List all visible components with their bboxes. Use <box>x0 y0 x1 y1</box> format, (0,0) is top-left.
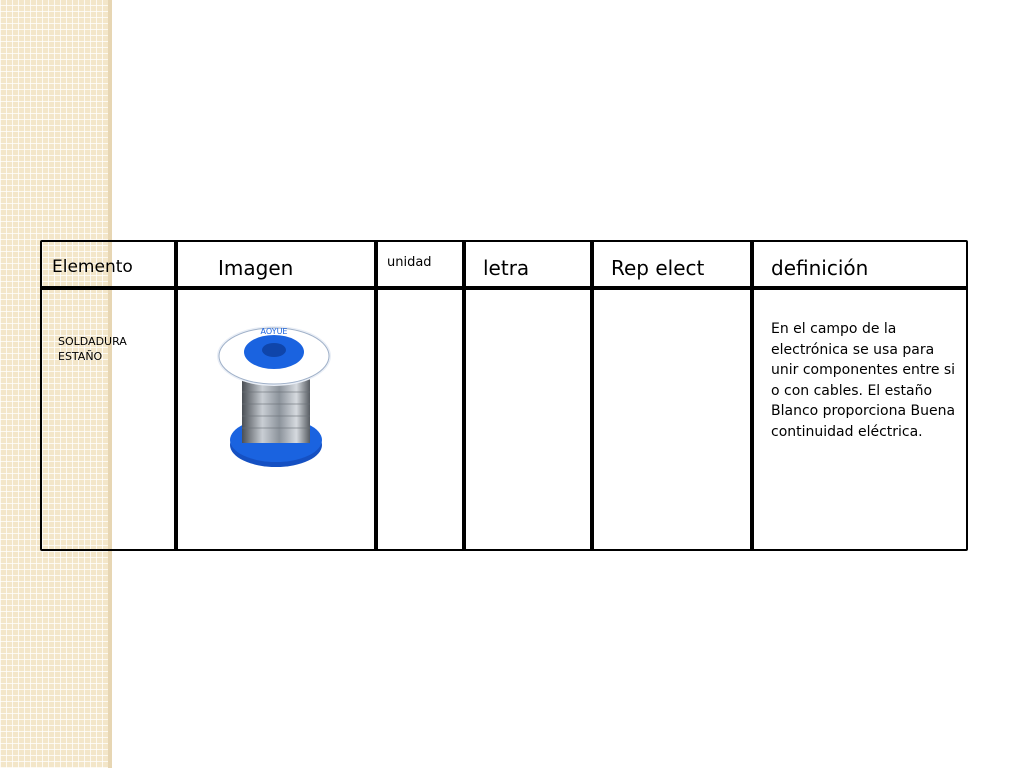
elemento-cell <box>58 334 158 364</box>
header-letra: letra <box>483 256 530 280</box>
column-divider <box>462 240 466 551</box>
spool-brand-label: AOYUE <box>260 327 288 336</box>
definicion-cell: En el campo de la electrónica se usa para unir componentes entre si o con cables. El estaño Blanco proporciona Buena continuidad eléctrica. <box>771 321 956 440</box>
elemento-line1: SOLDADURA <box>58 335 127 348</box>
column-divider <box>374 240 378 551</box>
header-divider <box>40 286 968 290</box>
header-elemento: Elemento <box>52 257 133 277</box>
solder-spool-image <box>192 320 358 488</box>
column-divider <box>174 240 178 551</box>
column-divider <box>750 240 754 551</box>
header-unidad: unidad <box>387 255 432 270</box>
elemento-line2: ESTAÑO <box>58 350 103 363</box>
header-imagen: Imagen <box>218 256 294 280</box>
column-divider <box>590 240 594 551</box>
header-definicion: definición <box>771 256 869 280</box>
header-rep-elect: Rep elect <box>611 256 705 280</box>
